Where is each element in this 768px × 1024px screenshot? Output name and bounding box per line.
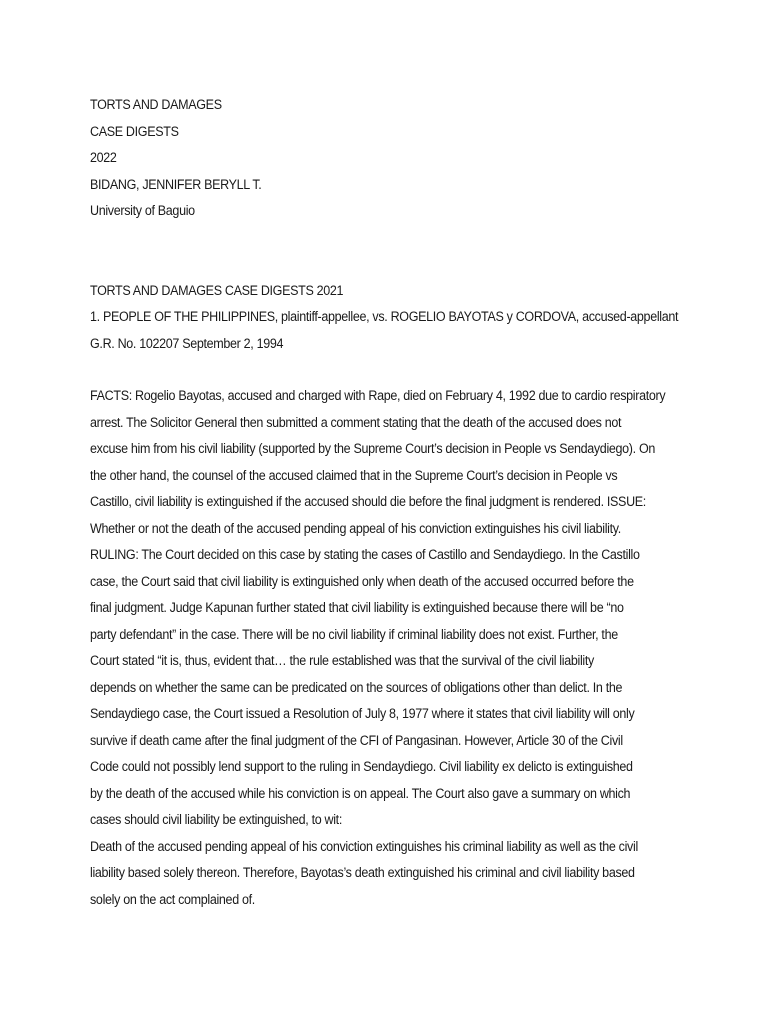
case-heading <box>90 278 679 358</box>
body-line: depends on whether the same can be predicated on the sources of obligations other than delict. In the <box>90 679 623 695</box>
body-line: arrest. The Solicitor General then submitted a comment stating that the death of the accused does not <box>90 414 622 430</box>
section-title: TORTS AND DAMAGES CASE DIGESTS 2021 <box>90 282 344 298</box>
document-content <box>90 92 679 913</box>
case-title: 1. PEOPLE OF THE PHILIPPINES, plaintiff-appellee, vs. ROGELIO BAYOTAS y CORDOVA, accused-appellant <box>90 309 679 324</box>
case-number: G.R. No. 102207 September 2, 1994 <box>90 335 284 351</box>
body-line: cases should civil liability be extinguished, to wit: <box>90 812 342 827</box>
body-line: excuse him from his civil liability (supported by the Supreme Court’s decision in People vs Sendaydiego). On <box>90 441 656 456</box>
document-header <box>90 92 642 225</box>
spacer <box>90 357 642 383</box>
body-line: liability based solely thereon. Therefore, Bayotas’s death extinguished his criminal and civil liability based <box>90 865 635 880</box>
body-line: Death of the accused pending appeal of his conviction extinguishes his criminal liability as well as the civil <box>90 838 638 854</box>
doc-type-line: CASE DIGESTS <box>90 123 179 139</box>
body-line: solely on the act complained of. <box>90 891 255 907</box>
body-line: case, the Court said that civil liability is extinguished only when death of the accused occurred before the <box>90 573 634 589</box>
body-line: by the death of the accused while his conviction is on appeal. The Court also gave a summary on which <box>90 785 631 801</box>
body-line: Castillo, civil liability is extinguished if the accused should die before the final judgment is rendered. ISSUE: <box>90 494 646 509</box>
spacer <box>90 225 642 278</box>
body-line: Sendaydiego case, the Court issued a Resolution of July 8, 1977 where it states that civil liability will only <box>90 706 635 721</box>
body-line: RULING: The Court decided on this case by stating the cases of Castillo and Sendaydiego. In the Castillo <box>90 547 640 562</box>
body-line: survive if death came after the final judgment of the CFI of Pangasinan. However, Article 30 of the Civil <box>90 732 623 748</box>
body-line: Code could not possibly lend support to the ruling in Sendaydiego. Civil liability ex delicto is extinguished <box>90 759 633 774</box>
author-line: BIDANG, JENNIFER BERYLL T. <box>90 176 262 192</box>
body-line: party defendant” in the case. There will be no civil liability if criminal liability does not exist. Further, the <box>90 626 618 642</box>
body-line: Court stated “it is, thus, evident that… the rule established was that the survival of the civil liability <box>90 653 594 668</box>
year-line: 2022 <box>90 150 117 165</box>
case-body <box>90 383 666 913</box>
body-line: Whether or not the death of the accused pending appeal of his conviction extinguishes his civil liability. <box>90 520 621 536</box>
body-line: FACTS: Rogelio Bayotas, accused and charged with Rape, died on February 4, 1992 due to cardio respiratory <box>90 388 666 403</box>
body-line: final judgment. Judge Kapunan further stated that civil liability is extinguished because there will be “no <box>90 600 624 615</box>
body-line: the other hand, the counsel of the accused claimed that in the Supreme Court’s decision in People vs <box>90 467 618 483</box>
subject-line: TORTS AND DAMAGES <box>90 97 222 112</box>
school-line: University of Baguio <box>90 203 195 218</box>
